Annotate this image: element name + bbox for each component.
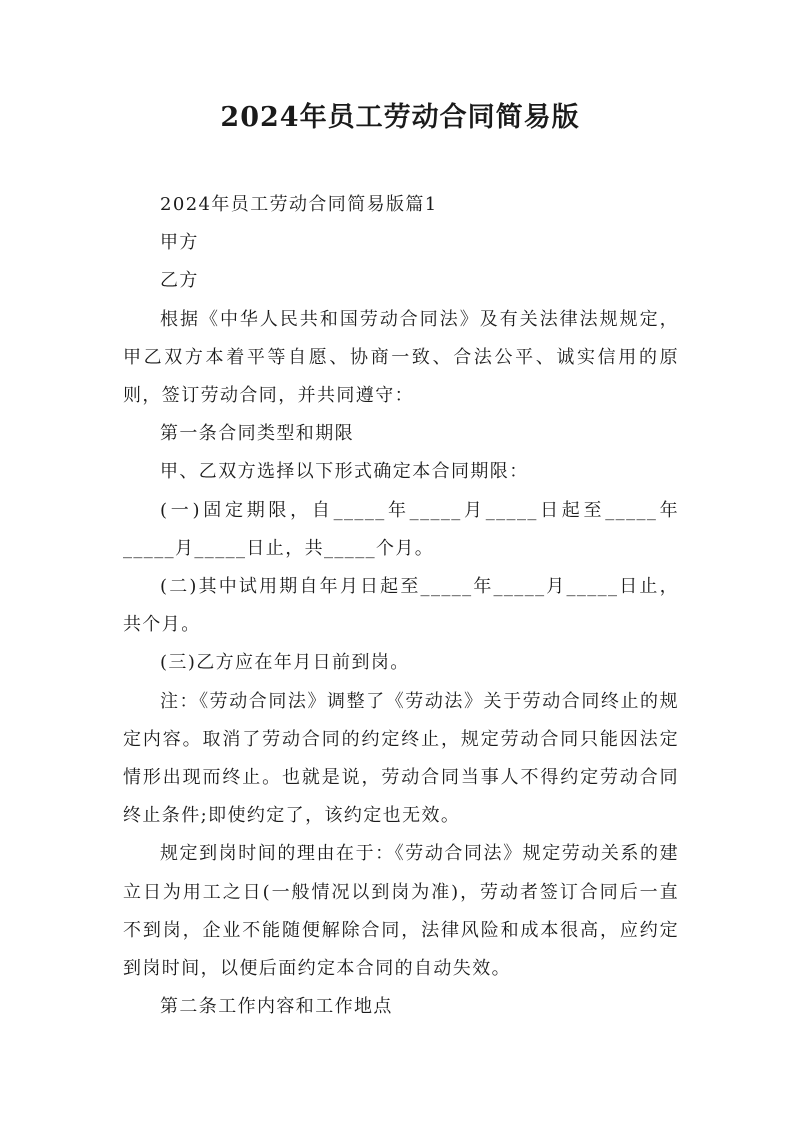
party-a-label: 甲方 [160, 232, 199, 254]
reason-paragraph: 规定到岗时间的理由在于：《劳动合同法》规定劳动关系的建立日为用工之日(一般情况以到岗为准)，劳动者签订合同后一直不到岗，企业不能随便解除合同，法律风险和成本很高，应约定到岗时间，以便后面约定本合同的自动失效。 [123, 843, 679, 980]
probation-clause: (二)其中试用期自年月日起至_____年_____月_____日止，共个月。 [123, 576, 679, 636]
document-body [123, 186, 679, 1026]
term-intro-paragraph: 甲、乙双方选择以下形式确定本合同期限： [160, 461, 529, 483]
document-title: 2024年员工劳动合同简易版 [220, 102, 580, 133]
section-heading: 2024年员工劳动合同简易版篇1 [160, 194, 438, 215]
report-date-clause: (三)乙方应在年月日前到岗。 [160, 652, 410, 674]
note-paragraph: 注：《劳动合同法》调整了《劳动法》关于劳动合同终止的规定内容。取消了劳动合同的约定终止，规定劳动合同只能因法定情形出现而终止。也就是说，劳动合同当事人不得约定劳动合同终止条件;即使约定了，该约定也无效。 [123, 690, 679, 827]
fixed-term-clause: (一)固定期限，自_____年_____月_____日起至_____年_____月_____日止，共_____个月。 [123, 499, 679, 559]
preamble-paragraph: 根据《中华人民共和国劳动合同法》及有关法律法规规定，甲乙双方本着平等自愿、协商一致、合法公平、诚实信用的原则，签订劳动合同，并共同遵守： [123, 308, 679, 407]
article-2-heading: 第二条工作内容和工作地点 [160, 996, 393, 1018]
article-1-heading: 第一条合同类型和期限 [160, 423, 354, 445]
party-b-label: 乙方 [160, 270, 199, 292]
